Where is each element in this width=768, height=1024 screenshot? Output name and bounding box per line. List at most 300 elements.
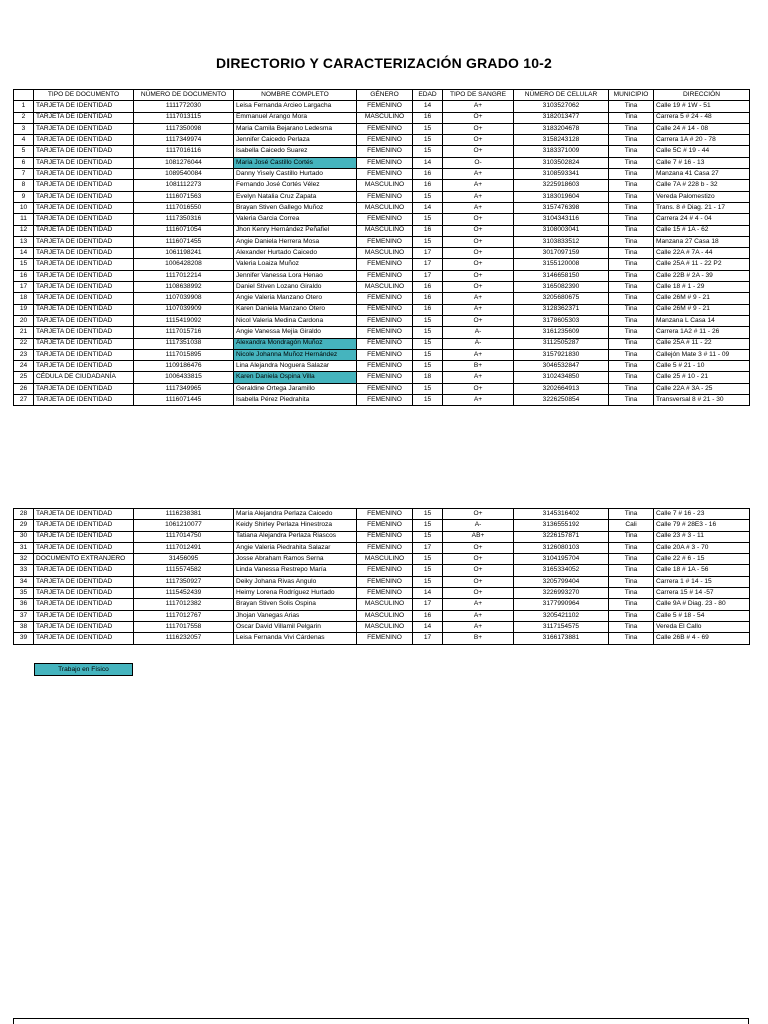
cell-row-number: 9 bbox=[14, 191, 34, 202]
cell-blood-type: A+ bbox=[443, 621, 514, 632]
cell-age: 15 bbox=[413, 520, 443, 531]
cell-blood-type: O+ bbox=[443, 576, 514, 587]
cell-document-number: 1107039909 bbox=[134, 304, 234, 315]
cell-municipality: Tina bbox=[609, 576, 654, 587]
cell-municipality: Tina bbox=[609, 123, 654, 134]
cell-document-number: 1117350316 bbox=[134, 214, 234, 225]
cell-document-type: TARJETA DE IDENTIDAD bbox=[34, 304, 134, 315]
cell-cell-number: 3103502824 bbox=[514, 157, 609, 168]
cell-blood-type: A+ bbox=[443, 101, 514, 112]
cell-cell-number: 3226250854 bbox=[514, 395, 609, 406]
cell-age: 15 bbox=[413, 123, 443, 134]
table-row bbox=[14, 202, 750, 213]
cell-blood-type: O+ bbox=[443, 146, 514, 157]
cell-blood-type: O+ bbox=[443, 225, 514, 236]
cell-document-type: TARJETA DE IDENTIDAD bbox=[34, 520, 134, 531]
cell-gender: FEMENINO bbox=[357, 270, 413, 281]
cell-municipality: Tina bbox=[609, 293, 654, 304]
cell-blood-type: O+ bbox=[443, 112, 514, 123]
table-row bbox=[14, 123, 750, 134]
cell-municipality: Tina bbox=[609, 395, 654, 406]
cell-municipality: Tina bbox=[609, 135, 654, 146]
table-row bbox=[14, 588, 750, 599]
cell-full-name: Karen Daniela Ospina Villa bbox=[234, 372, 357, 383]
cell-age: 15 bbox=[413, 315, 443, 326]
cell-blood-type: A+ bbox=[443, 293, 514, 304]
cell-row-number: 13 bbox=[14, 236, 34, 247]
cell-municipality: Tina bbox=[609, 214, 654, 225]
cell-document-type: TARJETA DE IDENTIDAD bbox=[34, 146, 134, 157]
cell-municipality: Tina bbox=[609, 565, 654, 576]
cell-blood-type: A+ bbox=[443, 395, 514, 406]
cell-age: 17 bbox=[413, 599, 443, 610]
cell-full-name: María Alejandra Perlaza Caicedo bbox=[234, 509, 357, 520]
cell-document-number: 1115574582 bbox=[134, 565, 234, 576]
cell-full-name: Maria José Castillo Cortés bbox=[234, 157, 357, 168]
table-row bbox=[14, 361, 750, 372]
cell-municipality: Tina bbox=[609, 259, 654, 270]
cell-cell-number: 3136555192 bbox=[514, 520, 609, 531]
cell-age: 15 bbox=[413, 236, 443, 247]
cell-full-name: Jennifer Caicedo Perlaza bbox=[234, 135, 357, 146]
cell-blood-type: B+ bbox=[443, 633, 514, 644]
cell-gender: FEMENINO bbox=[357, 395, 413, 406]
header-cell-number: NÚMERO DE CELULAR bbox=[514, 90, 609, 101]
cell-address: Carrera 15 # 14 -57 bbox=[654, 588, 750, 599]
cell-document-type: TARJETA DE IDENTIDAD bbox=[34, 576, 134, 587]
cell-gender: FEMENINO bbox=[357, 633, 413, 644]
cell-address: Manzana 27 Casa 18 bbox=[654, 236, 750, 247]
cell-row-number: 20 bbox=[14, 315, 34, 326]
cell-blood-type: O+ bbox=[443, 123, 514, 134]
cell-full-name: Emmanuel Arango Mora bbox=[234, 112, 357, 123]
cell-address: Calle 26B # 4 - 69 bbox=[654, 633, 750, 644]
table-row bbox=[14, 101, 750, 112]
cell-municipality: Tina bbox=[609, 621, 654, 632]
cell-row-number: 33 bbox=[14, 565, 34, 576]
cell-age: 15 bbox=[413, 383, 443, 394]
cell-blood-type: A- bbox=[443, 327, 514, 338]
cell-age: 17 bbox=[413, 633, 443, 644]
cell-document-type: TARJETA DE IDENTIDAD bbox=[34, 169, 134, 180]
cell-municipality: Tina bbox=[609, 157, 654, 168]
table-row bbox=[14, 236, 750, 247]
cell-row-number: 7 bbox=[14, 169, 34, 180]
cell-gender: MASCULINO bbox=[357, 248, 413, 259]
cell-address: Calle 18 # 1 - 29 bbox=[654, 282, 750, 293]
cell-document-number: 1116071455 bbox=[134, 236, 234, 247]
cell-document-type: TARJETA DE IDENTIDAD bbox=[34, 542, 134, 553]
cell-cell-number: 3178605303 bbox=[514, 315, 609, 326]
cell-blood-type: O+ bbox=[443, 509, 514, 520]
cell-document-number: 1108638992 bbox=[134, 282, 234, 293]
cell-document-type: TARJETA DE IDENTIDAD bbox=[34, 259, 134, 270]
table-row bbox=[14, 554, 750, 565]
cell-age: 14 bbox=[413, 202, 443, 213]
cell-document-type: TARJETA DE IDENTIDAD bbox=[34, 101, 134, 112]
cell-cell-number: 3102434850 bbox=[514, 372, 609, 383]
cell-gender: MASCULINO bbox=[357, 202, 413, 213]
cell-blood-type: A+ bbox=[443, 349, 514, 360]
cell-cell-number: 3112505287 bbox=[514, 338, 609, 349]
cell-municipality: Tina bbox=[609, 304, 654, 315]
cell-municipality: Tina bbox=[609, 225, 654, 236]
cell-document-type: TARJETA DE IDENTIDAD bbox=[34, 112, 134, 123]
cell-full-name: Jhon Kenry Hernández Peñafiel bbox=[234, 225, 357, 236]
cell-age: 16 bbox=[413, 610, 443, 621]
cell-row-number: 16 bbox=[14, 270, 34, 281]
cell-row-number: 23 bbox=[14, 349, 34, 360]
cell-address: Vereda El Callo bbox=[654, 621, 750, 632]
cell-blood-type: O+ bbox=[443, 315, 514, 326]
cell-municipality: Tina bbox=[609, 191, 654, 202]
cell-address: Calle 26M # 9 - 21 bbox=[654, 304, 750, 315]
cell-document-number: 1115452439 bbox=[134, 588, 234, 599]
cell-full-name: Linda Vanessa Restrepo María bbox=[234, 565, 357, 576]
cell-blood-type: O+ bbox=[443, 588, 514, 599]
cell-document-type: TARJETA DE IDENTIDAD bbox=[34, 270, 134, 281]
cell-document-type: TARJETA DE IDENTIDAD bbox=[34, 395, 134, 406]
cell-document-type: TARJETA DE IDENTIDAD bbox=[34, 588, 134, 599]
cell-age: 17 bbox=[413, 270, 443, 281]
cell-row-number: 30 bbox=[14, 531, 34, 542]
cell-row-number: 38 bbox=[14, 621, 34, 632]
cell-address: Calle 22A # 7A - 44 bbox=[654, 248, 750, 259]
cell-gender: FEMENINO bbox=[357, 157, 413, 168]
cell-address: Calle 19 # 1W - 51 bbox=[654, 101, 750, 112]
cell-blood-type: A+ bbox=[443, 610, 514, 621]
cell-municipality: Tina bbox=[609, 270, 654, 281]
cell-cell-number: 3225918603 bbox=[514, 180, 609, 191]
cell-document-number: 1089540084 bbox=[134, 169, 234, 180]
cell-blood-type: O+ bbox=[443, 383, 514, 394]
cell-row-number: 15 bbox=[14, 259, 34, 270]
cell-age: 14 bbox=[413, 101, 443, 112]
cell-age: 16 bbox=[413, 304, 443, 315]
cell-row-number: 2 bbox=[14, 112, 34, 123]
cell-municipality: Tina bbox=[609, 349, 654, 360]
cell-address: Calle 24 # 14 - 08 bbox=[654, 123, 750, 134]
cell-document-number: 1116232057 bbox=[134, 633, 234, 644]
cell-full-name: Karen Daniela Manzano Otero bbox=[234, 304, 357, 315]
cell-document-type: TARJETA DE IDENTIDAD bbox=[34, 565, 134, 576]
cell-document-number: 1061198241 bbox=[134, 248, 234, 259]
cell-cell-number: 3117154575 bbox=[514, 621, 609, 632]
cell-gender: MASCULINO bbox=[357, 621, 413, 632]
cell-municipality: Cali bbox=[609, 520, 654, 531]
cell-full-name: Jhojan Vanegas Arias bbox=[234, 610, 357, 621]
cell-municipality: Tina bbox=[609, 315, 654, 326]
table-row bbox=[14, 180, 750, 191]
cell-age: 14 bbox=[413, 157, 443, 168]
cell-full-name: Jennifer Vanessa Lora Henao bbox=[234, 270, 357, 281]
cell-document-type: TARJETA DE IDENTIDAD bbox=[34, 531, 134, 542]
cell-cell-number: 3183204678 bbox=[514, 123, 609, 134]
cell-document-type: TARJETA DE IDENTIDAD bbox=[34, 509, 134, 520]
cell-address: Trans. 8 # Diag. 21 - 17 bbox=[654, 202, 750, 213]
cell-gender: FEMENINO bbox=[357, 123, 413, 134]
table-row bbox=[14, 338, 750, 349]
cell-age: 15 bbox=[413, 214, 443, 225]
cell-row-number: 11 bbox=[14, 214, 34, 225]
cell-address: Carrera 1A # 20 - 78 bbox=[654, 135, 750, 146]
table-row bbox=[14, 135, 750, 146]
cell-address: Calle 5 # 18 - 54 bbox=[654, 610, 750, 621]
cell-blood-type: A+ bbox=[443, 180, 514, 191]
cell-age: 15 bbox=[413, 554, 443, 565]
page-title: DIRECTORIO Y CARACTERIZACIÓN GRADO 10-2 bbox=[215, 55, 553, 71]
cell-cell-number: 3128362371 bbox=[514, 304, 609, 315]
cell-document-number: 1117015716 bbox=[134, 327, 234, 338]
cell-full-name: Angie Valeria Piedrahita Salazar bbox=[234, 542, 357, 553]
cell-gender: FEMENINO bbox=[357, 383, 413, 394]
table-row bbox=[14, 112, 750, 123]
cell-full-name: Deiky Johana Rivas Angulo bbox=[234, 576, 357, 587]
cell-document-number: 1117017558 bbox=[134, 621, 234, 632]
cell-address: Calle 22A # 3A - 25 bbox=[654, 383, 750, 394]
cell-document-type: TARJETA DE IDENTIDAD bbox=[34, 610, 134, 621]
cell-document-number: 1117012382 bbox=[134, 599, 234, 610]
cell-full-name: Lina Alejandra Noguera Salazar bbox=[234, 361, 357, 372]
cell-document-number: 1117016550 bbox=[134, 202, 234, 213]
cell-cell-number: 3205680675 bbox=[514, 293, 609, 304]
cell-gender: FEMENINO bbox=[357, 191, 413, 202]
table-row bbox=[14, 259, 750, 270]
cell-row-number: 31 bbox=[14, 542, 34, 553]
table-row bbox=[14, 169, 750, 180]
cell-row-number: 5 bbox=[14, 146, 34, 157]
cell-full-name: Isabella Caicedo Suarez bbox=[234, 146, 357, 157]
cell-gender: MASCULINO bbox=[357, 554, 413, 565]
cell-document-type: CÉDULA DE CIUDADANÍA bbox=[34, 372, 134, 383]
cell-blood-type: O+ bbox=[443, 259, 514, 270]
cell-document-number: 1116071054 bbox=[134, 225, 234, 236]
cell-blood-type: A+ bbox=[443, 202, 514, 213]
cell-gender: MASCULINO bbox=[357, 282, 413, 293]
cell-full-name: Angie Daniela Herrera Mosa bbox=[234, 236, 357, 247]
header-address: DIRECCIÓN bbox=[654, 90, 750, 101]
cell-full-name: Valeria Loaiza Muñoz bbox=[234, 259, 357, 270]
cell-municipality: Tina bbox=[609, 101, 654, 112]
cell-full-name: Daniel Stiven Lozano Giraldo bbox=[234, 282, 357, 293]
table-row bbox=[14, 565, 750, 576]
cell-age: 16 bbox=[413, 112, 443, 123]
header-municipality: MUNICIPIO bbox=[609, 90, 654, 101]
cell-row-number: 14 bbox=[14, 248, 34, 259]
cell-document-number: 1006428208 bbox=[134, 259, 234, 270]
cell-address: Vereda Palomestizo bbox=[654, 191, 750, 202]
cell-age: 15 bbox=[413, 361, 443, 372]
cell-row-number: 37 bbox=[14, 610, 34, 621]
cell-full-name: Danny Yisely Castillo Hurtado bbox=[234, 169, 357, 180]
cell-cell-number: 3146658150 bbox=[514, 270, 609, 281]
cell-address: Calle 15 # 1A - 62 bbox=[654, 225, 750, 236]
cell-row-number: 35 bbox=[14, 588, 34, 599]
cell-row-number: 32 bbox=[14, 554, 34, 565]
cell-full-name: Oscar David Villamil Pelgarin bbox=[234, 621, 357, 632]
cell-age: 16 bbox=[413, 225, 443, 236]
cell-municipality: Tina bbox=[609, 169, 654, 180]
cell-age: 15 bbox=[413, 327, 443, 338]
cell-document-number: 1111772030 bbox=[134, 101, 234, 112]
cell-row-number: 36 bbox=[14, 599, 34, 610]
cell-age: 14 bbox=[413, 588, 443, 599]
cell-row-number: 34 bbox=[14, 576, 34, 587]
cell-document-type: TARJETA DE IDENTIDAD bbox=[34, 157, 134, 168]
cell-address: Carrera 1A2 # 11 - 26 bbox=[654, 327, 750, 338]
cell-address: Carrera 24 # 4 - 04 bbox=[654, 214, 750, 225]
cell-cell-number: 3165334052 bbox=[514, 565, 609, 576]
cell-row-number: 12 bbox=[14, 225, 34, 236]
table-row bbox=[14, 383, 750, 394]
cell-full-name: Heimy Lorena Rodríguez Hurtado bbox=[234, 588, 357, 599]
cell-full-name: Angie Valeria Manzano Otero bbox=[234, 293, 357, 304]
cell-gender: FEMENINO bbox=[357, 588, 413, 599]
cell-document-type: TARJETA DE IDENTIDAD bbox=[34, 236, 134, 247]
cell-document-type: TARJETA DE IDENTIDAD bbox=[34, 338, 134, 349]
cell-row-number: 17 bbox=[14, 282, 34, 293]
cell-blood-type: O+ bbox=[443, 248, 514, 259]
cell-document-number: 1115419092 bbox=[134, 315, 234, 326]
cell-row-number: 10 bbox=[14, 202, 34, 213]
cell-blood-type: A- bbox=[443, 338, 514, 349]
cell-full-name: Josse Abraham Ramos Serna bbox=[234, 554, 357, 565]
cell-address: Calle 79 # 28E3 - 16 bbox=[654, 520, 750, 531]
cell-full-name: Geraldine Ortega Jaramillo bbox=[234, 383, 357, 394]
cell-blood-type: A+ bbox=[443, 169, 514, 180]
directory-table-part-1 bbox=[13, 89, 750, 406]
cell-blood-type: O+ bbox=[443, 554, 514, 565]
cell-cell-number: 3126080103 bbox=[514, 542, 609, 553]
cell-document-type: TARJETA DE IDENTIDAD bbox=[34, 599, 134, 610]
cell-blood-type: O+ bbox=[443, 236, 514, 247]
cell-document-number: 1081112273 bbox=[134, 180, 234, 191]
cell-municipality: Tina bbox=[609, 361, 654, 372]
cell-municipality: Tina bbox=[609, 531, 654, 542]
table-row bbox=[14, 304, 750, 315]
table-row bbox=[14, 372, 750, 383]
cell-row-number: 21 bbox=[14, 327, 34, 338]
cell-document-type: TARJETA DE IDENTIDAD bbox=[34, 180, 134, 191]
cell-row-number: 6 bbox=[14, 157, 34, 168]
cell-document-type: TARJETA DE IDENTIDAD bbox=[34, 383, 134, 394]
cell-gender: FEMENINO bbox=[357, 338, 413, 349]
table-row bbox=[14, 633, 750, 644]
cell-row-number: 25 bbox=[14, 372, 34, 383]
cell-full-name: Nicole Johanna Muñoz Hernández bbox=[234, 349, 357, 360]
cell-document-type: TARJETA DE IDENTIDAD bbox=[34, 225, 134, 236]
cell-full-name: Leisa Fernanda Vivi Cárdenas bbox=[234, 633, 357, 644]
cell-document-type: TARJETA DE IDENTIDAD bbox=[34, 327, 134, 338]
cell-full-name: Brayan Stiven Gallego Muñoz bbox=[234, 202, 357, 213]
cell-age: 15 bbox=[413, 565, 443, 576]
cell-address: Carrera 5 # 24 - 48 bbox=[654, 112, 750, 123]
cell-gender: MASCULINO bbox=[357, 112, 413, 123]
cell-document-type: TARJETA DE IDENTIDAD bbox=[34, 214, 134, 225]
cell-full-name: Alexandra Mondragón Muñoz bbox=[234, 338, 357, 349]
cell-full-name: Keidy Shirley Perlaza Hinestroza bbox=[234, 520, 357, 531]
cell-cell-number: 3108003041 bbox=[514, 225, 609, 236]
table-row bbox=[14, 327, 750, 338]
table-row bbox=[14, 293, 750, 304]
header-gender: GÉNERO bbox=[357, 90, 413, 101]
cell-address: Calle 22B # 2A - 39 bbox=[654, 270, 750, 281]
cell-document-number: 1081276044 bbox=[134, 157, 234, 168]
table-row bbox=[14, 214, 750, 225]
cell-row-number: 3 bbox=[14, 123, 34, 134]
cell-full-name: Evelyn Natalia Cruz Zapata bbox=[234, 191, 357, 202]
cell-document-type: TARJETA DE IDENTIDAD bbox=[34, 633, 134, 644]
cell-cell-number: 3205799404 bbox=[514, 576, 609, 587]
cell-full-name: Leisa Fernanda Arcieo Largacha bbox=[234, 101, 357, 112]
cell-document-type: TARJETA DE IDENTIDAD bbox=[34, 135, 134, 146]
cell-municipality: Tina bbox=[609, 202, 654, 213]
cell-age: 15 bbox=[413, 338, 443, 349]
cell-age: 14 bbox=[413, 621, 443, 632]
cell-cell-number: 3161235609 bbox=[514, 327, 609, 338]
cell-full-name: Brayan Stiven Solis Ospina bbox=[234, 599, 357, 610]
cell-blood-type: O- bbox=[443, 157, 514, 168]
cell-document-number: 1117350927 bbox=[134, 576, 234, 587]
cell-document-number: 1117349965 bbox=[134, 383, 234, 394]
cell-gender: FEMENINO bbox=[357, 259, 413, 270]
cell-municipality: Tina bbox=[609, 633, 654, 644]
cell-document-type: TARJETA DE IDENTIDAD bbox=[34, 293, 134, 304]
cell-document-number: 1117351038 bbox=[134, 338, 234, 349]
cell-document-number: 1061210077 bbox=[134, 520, 234, 531]
cell-cell-number: 3103527062 bbox=[514, 101, 609, 112]
cell-cell-number: 3108593341 bbox=[514, 169, 609, 180]
cell-address: Calle 9A # Diag. 23 - 80 bbox=[654, 599, 750, 610]
cell-gender: FEMENINO bbox=[357, 520, 413, 531]
cell-blood-type: A- bbox=[443, 520, 514, 531]
cell-address: Calle 22 # 6 - 15 bbox=[654, 554, 750, 565]
cell-municipality: Tina bbox=[609, 588, 654, 599]
cell-cell-number: 3158243128 bbox=[514, 135, 609, 146]
cell-cell-number: 3226993270 bbox=[514, 588, 609, 599]
cell-row-number: 24 bbox=[14, 361, 34, 372]
cell-document-number: 1117012491 bbox=[134, 542, 234, 553]
legend-physical-work: Trabajo en Físico bbox=[34, 663, 133, 676]
cell-municipality: Tina bbox=[609, 610, 654, 621]
table-row bbox=[14, 610, 750, 621]
cell-full-name: Angie Vanessa Mejía Giraldo bbox=[234, 327, 357, 338]
cell-address: Calle 7 # 16 - 23 bbox=[654, 509, 750, 520]
cell-blood-type: O+ bbox=[443, 135, 514, 146]
cell-full-name: Maria Camila Bejarano Ledesma bbox=[234, 123, 357, 134]
cell-cell-number: 3017097159 bbox=[514, 248, 609, 259]
cell-blood-type: B+ bbox=[443, 361, 514, 372]
cell-municipality: Tina bbox=[609, 248, 654, 259]
cell-cell-number: 3177990964 bbox=[514, 599, 609, 610]
cell-address: Callejón Mate 3 # 11 - 09 bbox=[654, 349, 750, 360]
header-document-number: NÚMERO DE DOCUMENTO bbox=[134, 90, 234, 101]
table-row bbox=[14, 621, 750, 632]
cell-address: Calle 5C # 19 - 44 bbox=[654, 146, 750, 157]
cell-age: 15 bbox=[413, 576, 443, 587]
cell-municipality: Tina bbox=[609, 282, 654, 293]
cell-gender: FEMENINO bbox=[357, 293, 413, 304]
cell-document-type: TARJETA DE IDENTIDAD bbox=[34, 191, 134, 202]
cell-full-name: Nicol Valeria Medina Cardona bbox=[234, 315, 357, 326]
cell-full-name: Valeria Garcia Correa bbox=[234, 214, 357, 225]
cell-cell-number: 3103833512 bbox=[514, 236, 609, 247]
next-page-table-edge bbox=[13, 1018, 749, 1024]
cell-age: 15 bbox=[413, 349, 443, 360]
cell-document-number: 1117016116 bbox=[134, 146, 234, 157]
cell-cell-number: 3046532847 bbox=[514, 361, 609, 372]
cell-blood-type: O+ bbox=[443, 282, 514, 293]
